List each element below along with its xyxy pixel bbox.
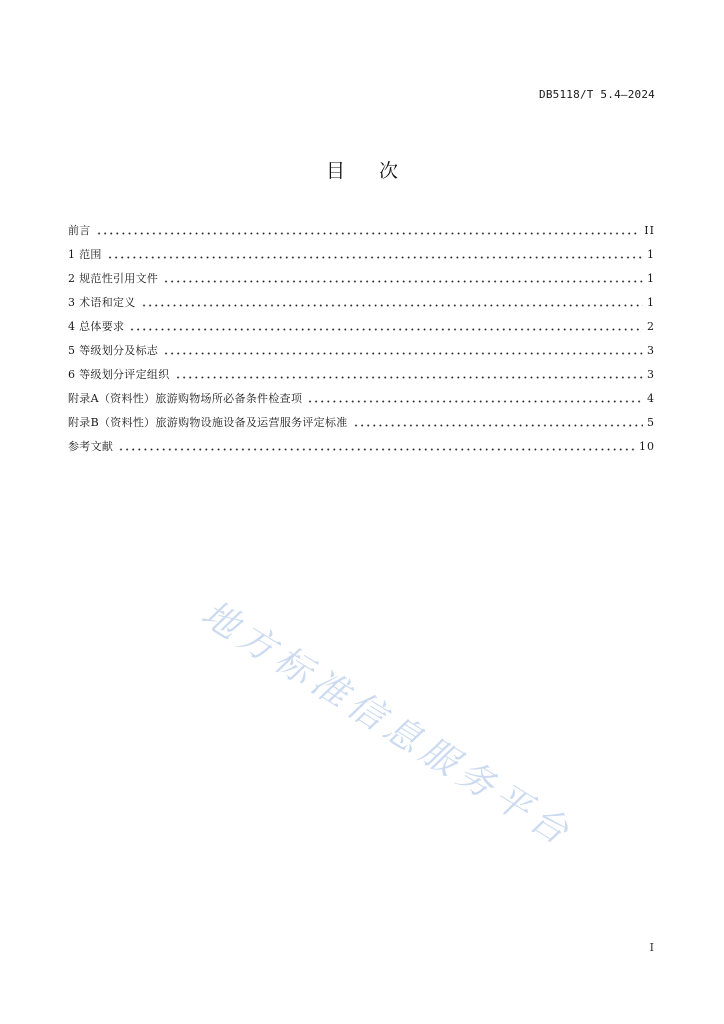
toc-entry-page: 3 <box>647 343 655 357</box>
toc-entry-bibliography <box>68 434 655 458</box>
toc-entry-page: II <box>644 223 655 237</box>
toc-entry-normative-references <box>68 266 655 290</box>
toc-entry-general-requirements <box>68 314 655 338</box>
toc-leader-dots <box>163 338 643 362</box>
document-code: DB5118/T 5.4—2024 <box>539 88 655 101</box>
toc-entry-appendix-a <box>68 386 655 410</box>
toc-entry-label: 3 术语和定义 <box>68 296 136 309</box>
toc-entry-page: 3 <box>647 367 655 381</box>
toc-entry-page: 4 <box>647 391 655 405</box>
toc-leader-dots <box>107 242 643 266</box>
toc-entry-label: 附录A（资料性）旅游购物场所必备条件检查项 <box>68 392 303 405</box>
toc-entry-grading-organization <box>68 362 655 386</box>
toc-entry-page: 2 <box>647 319 655 333</box>
toc-leader-dots <box>118 434 635 458</box>
toc-entry-terms-definitions <box>68 290 655 314</box>
toc-entry-label: 1 范围 <box>68 248 102 261</box>
toc-entry-label: 前言 <box>68 224 91 237</box>
toc-entry-label: 6 等级划分评定组织 <box>68 368 170 381</box>
table-of-contents <box>68 218 655 458</box>
toc-leader-dots <box>353 410 643 434</box>
toc-entry-page: 1 <box>647 271 655 285</box>
toc-entry-foreword <box>68 218 655 242</box>
toc-entry-page: 10 <box>639 439 655 453</box>
toc-entry-page: 1 <box>647 247 655 261</box>
toc-entry-appendix-b <box>68 410 655 434</box>
toc-entry-grading-marks <box>68 338 655 362</box>
toc-leader-dots <box>141 290 643 314</box>
toc-entry-label: 附录B（资料性）旅游购物设施设备及运营服务评定标准 <box>68 416 348 429</box>
toc-entry-label: 4 总体要求 <box>68 320 125 333</box>
toc-leader-dots <box>175 362 644 386</box>
toc-entry-label: 参考文献 <box>68 440 114 453</box>
toc-entry-scope <box>68 242 655 266</box>
toc-entry-label: 5 等级划分及标志 <box>68 344 159 357</box>
toc-leader-dots <box>163 266 643 290</box>
toc-entry-page: 1 <box>647 295 655 309</box>
watermark: 地方标准信息服务平台 <box>194 593 581 856</box>
toc-entry-page: 5 <box>647 415 655 429</box>
page-title: 目 次 <box>325 160 413 182</box>
page-number: I <box>649 941 654 954</box>
toc-entry-label: 2 规范性引用文件 <box>68 272 159 285</box>
toc-leader-dots <box>129 314 643 338</box>
toc-leader-dots <box>307 386 643 410</box>
toc-leader-dots <box>96 218 641 242</box>
